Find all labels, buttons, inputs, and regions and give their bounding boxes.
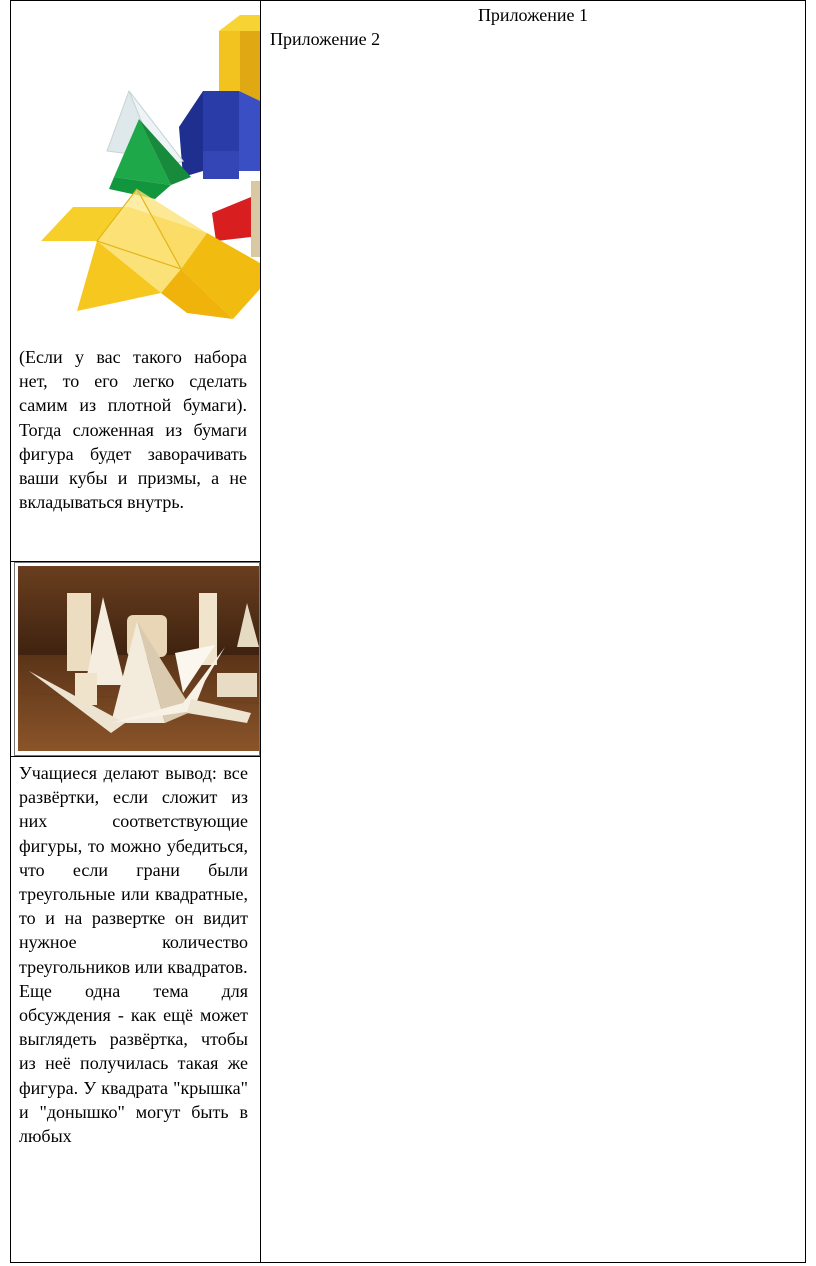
appendix-1-heading: Приложение 1: [477, 5, 589, 25]
appendix-2-heading: Приложение 2: [270, 29, 381, 49]
geometric-solids-nets-icon: [11, 1, 260, 331]
left-column: [11, 1, 260, 1262]
paragraph-3: Еще одна тема для обсуждения - как ещё может выглядеть развёртка, чтобы из неё получилась такая же фигура. У квадрата "крышка" и "донышко" могут быть в любых: [19, 980, 248, 1147]
document-table: [10, 0, 806, 1263]
photo-frame: [14, 562, 260, 756]
right-column: [261, 1, 805, 1262]
cell-divider: [11, 756, 260, 757]
text-block: [19, 761, 248, 1148]
paper-crane-wooden-solids-icon: [15, 563, 259, 755]
paragraph-2: Учащиеся делают вывод: все развёртки, если сложит из них соответствующие фигуры, то можно убедиться, что если грани были треугольные или квадратные, то и на развертке он видит нужное количество треугольников или квадратов.: [19, 763, 248, 977]
paragraph-1: (Если у вас такого набора нет, то его легко сделать самим из плотной бумаги). Тогда сложенная из бумаги фигура будет заворачивать ваши кубы и призмы, а не вкладываться внутрь.: [19, 347, 247, 513]
